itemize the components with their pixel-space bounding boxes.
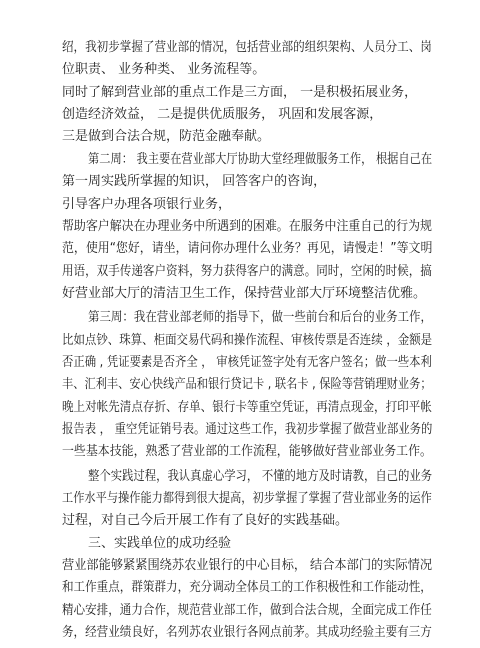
text-line: 范，使用“您好，请坐，请问你办理什么业务？再见，请慢走！”等文明: [62, 241, 433, 257]
text-line: 位职责、 业务种类、 业务流程等。: [62, 62, 266, 78]
text-line: 否正确 , 凭证要素是否齐全 ， 审核凭证签字处有无客户签名；做一些本利: [62, 354, 432, 370]
text-line: 工作水平与操作能力都得到很大提高，初步掌握了掌握了营业部业务的运作: [62, 490, 432, 506]
text-line: 精心安排，通力合作，规范营业部工作，做到合法合规，全面完成工作任: [62, 602, 432, 618]
text-line: 整个实践过程，我认真虚心学习， 不懂的地方及时请教，自己的业务: [88, 468, 433, 484]
text-line: 和工作重点，群策群力，充分调动全体员工的工作积极性和工作能动性，: [62, 580, 432, 596]
text-line: 好营业部大厅的清洁卫生工作，保持营业部大厅环境整洁优雅。: [62, 286, 427, 301]
text-line: 丰、汇利丰、安心快线产品和银行贷记卡 , 联名卡 , 保险等营销理财业务；: [62, 377, 432, 393]
text-line: 晚上对帐先清点存折、存单、银行卡等重空凭证，再清点现金，打印平帐: [62, 399, 432, 415]
text-line: 用语，双手传递客户资料，努力获得客户的满意。同时，空闲的时候，搞: [62, 263, 432, 279]
text-line: 绍，我初步掌握了营业部的情况，包括营业部的组织架构、人员分工、岗: [62, 40, 432, 55]
text-line: 营业部能够紧紧围绕苏农业银行的中心目标， 结合本部门的实际情况: [62, 557, 433, 573]
text-line: 第三周：我在营业部老师的指导下，做一些前台和后台的业务工作，: [88, 310, 432, 326]
text-line: 比如点钞、珠算、柜面交易代码和操作流程、审核传票是否连续 ，金额是: [62, 332, 433, 348]
text-line: 报告表 ， 重空凭证销号表。通过这些工作，我初步掌握了做营业部业务的: [62, 421, 433, 437]
text-line: 务，经营业绩良好，名列苏农业银行各网点前茅。其成功经验主要有三方: [62, 625, 432, 640]
text-line: 同时了解到营业部的重点工作是三方面， 一是积极拓展业务，: [62, 84, 418, 100]
text-line: 三是做到合法合规，防范金融奉献。: [62, 129, 271, 145]
text-line: 第二周： 我主要在营业部大厅协助大堂经理做服务工作， 根据自己在: [88, 151, 433, 167]
text-line: 引导客户办理各项银行业务，: [62, 196, 232, 212]
text-line: 第一周实践所掌握的知识， 回答客户的咨询，: [62, 174, 327, 190]
section-heading: 三、实践单位的成功经验: [88, 535, 232, 551]
text-line: 一些基本技能，熟悉了营业部的工作流程，能够做好营业部业务工作。: [62, 444, 432, 460]
text-line: 创造经济效益， 二是提供优质服务， 巩固和发展客源，: [62, 107, 383, 123]
text-line: 过程，对自己今后开展工作有了良好的实践基础。: [62, 513, 349, 529]
text-line: 帮助客户解决在办理业务中所遇到的困难。在服务中注重自己的行为规: [62, 218, 432, 234]
